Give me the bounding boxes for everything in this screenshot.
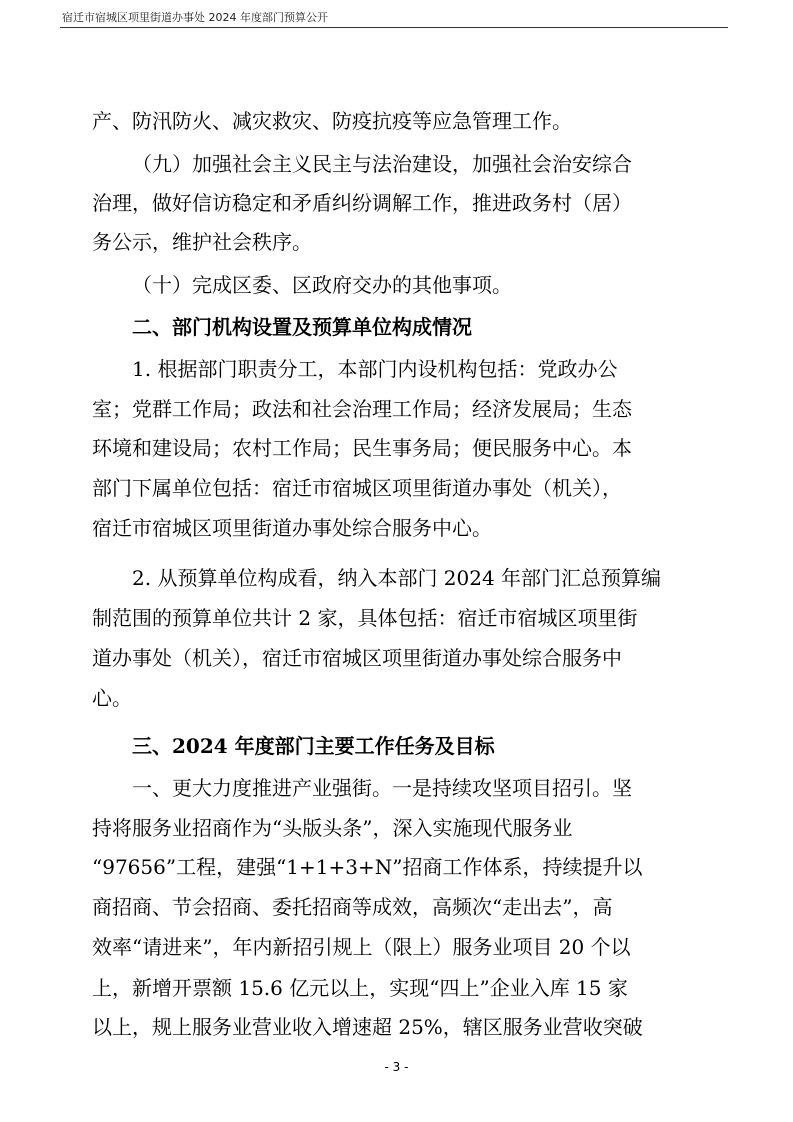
body-line: “97656”工程，建强“1+1+3+N”招商工作体系，持续提升以 xyxy=(92,855,643,879)
body-line: 部门下属单位包括：宿迁市宿城区项里街道办事处（机关）， xyxy=(92,476,622,500)
body-line: 1. 根据部门职责分工，本部门内设机构包括：党政办公 xyxy=(132,357,618,381)
body-line: 心。 xyxy=(92,686,132,710)
body-line: 以上，规上服务业营业收入增速超 25%，辖区服务业营收突破 xyxy=(92,1015,643,1039)
body-line: 制范围的预算单位共计 2 家，具体包括：宿迁市宿城区项里街 xyxy=(92,606,638,630)
body-line: （十）完成区委、区政府交办的其他事项。 xyxy=(132,273,512,297)
body-line: 商招商、节会招商、委托招商等成效，高频次“走出去”，高 xyxy=(92,895,613,919)
running-header: 宿迁市宿城区项里街道办事处 2024 年度部门预算公开 xyxy=(62,11,328,24)
page-number: - 3 - xyxy=(384,1060,409,1074)
body-line: 道办事处（机关），宿迁市宿城区项里街道办事处综合服务中 xyxy=(92,646,622,670)
body-line: 产、防汛防火、减灾救灾、防疫抗疫等应急管理工作。 xyxy=(92,109,572,133)
header-rule xyxy=(60,27,728,28)
body-line: 一、更大力度推进产业强街。一是持续攻坚项目招引。坚 xyxy=(132,776,632,800)
body-line: 务公示，维护社会秩序。 xyxy=(92,230,312,254)
section-heading: 二、部门机构设置及预算单位构成情况 xyxy=(132,315,472,339)
body-line: 环境和建设局；农村工作局；民生事务局；便民服务中心。本 xyxy=(92,436,632,460)
section-heading: 三、2024 年度部门主要工作任务及目标 xyxy=(132,734,495,758)
body-line: 上，新增开票额 15.6 亿元以上，实现“四上”企业入库 15 家 xyxy=(92,976,628,1000)
body-line: （九）加强社会主义民主与法治建设，加强社会治安综合 xyxy=(132,152,632,176)
body-line: 治理，做好信访稳定和矛盾纠纷调解工作，推进政务村（居） xyxy=(92,191,632,215)
body-line: 2. 从预算单位构成看，纳入本部门 2024 年部门汇总预算编 xyxy=(132,566,662,590)
body-line: 室；党群工作局；政法和社会治理工作局；经济发展局；生态 xyxy=(92,397,632,421)
body-line: 持将服务业招商作为“头版头条”，深入实施现代服务业 xyxy=(92,816,573,840)
body-line: 效率“请进来”，年内新招引规上（限上）服务业项目 20 个以 xyxy=(92,935,631,959)
body-line: 宿迁市宿城区项里街道办事处综合服务中心。 xyxy=(92,516,492,540)
